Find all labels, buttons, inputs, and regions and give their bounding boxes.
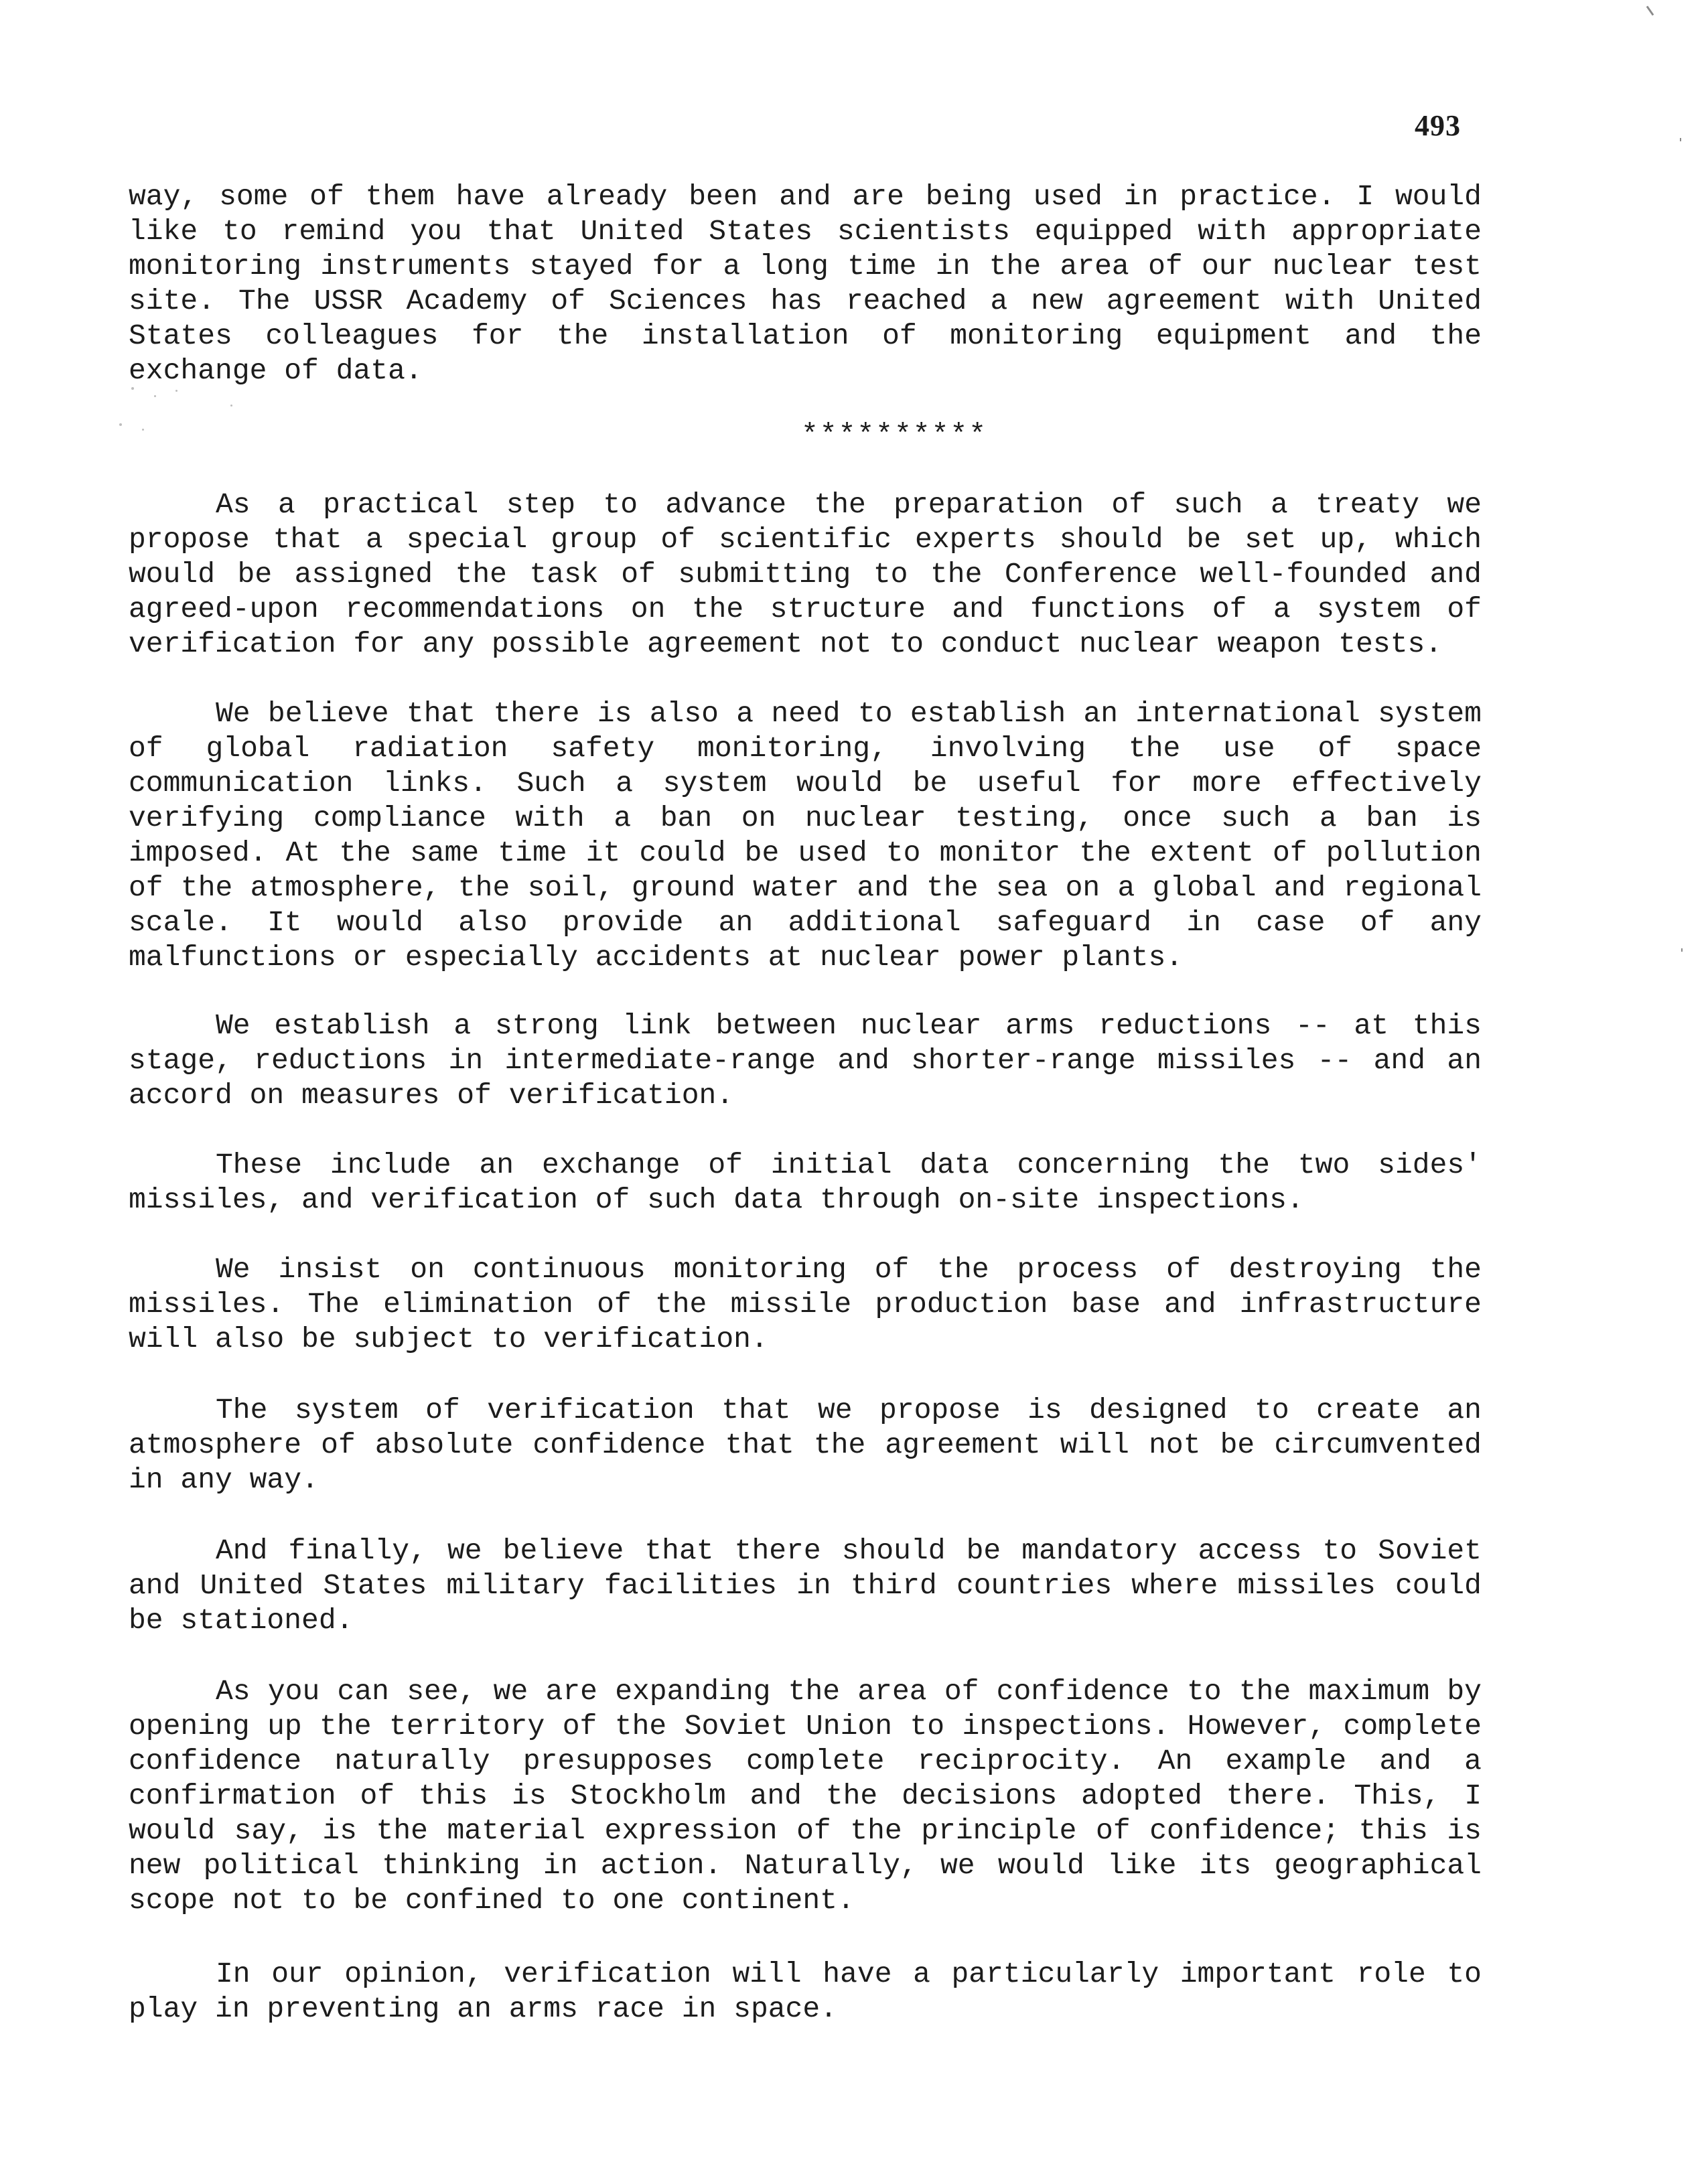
paragraph-mandatory-access: And finally, we believe that there should be mandatory access to Soviet and United States military facilities in third countries where missiles could be stationed. (129, 1534, 1482, 1637)
paragraph-arms-reductions: We establish a strong link between nuclear arms reductions -- at this stage, reductions in intermediate-range and shorter-range missiles -- and an accord on measures of verification. (129, 1009, 1482, 1112)
scan-edge-mark (1680, 138, 1681, 141)
paragraph-system-of-verification: The system of verification that we propose is designed to create an atmosphere of absolute confidence that the agreement will not be circumvented in any way. (129, 1394, 1482, 1496)
paragraph-radiation-monitoring: We believe that there is also a need to establish an international system of global radiation safety monitoring, involving the use of space communication links. Such a system would be useful for more effectively verifying compliance with a ban on nuclear testing, once such a ban is imposed. At the same time it could be used to monitor the extent of pollution of the atmosphere, the soil, ground water and the sea on a global and regional scale. It would also provide an additional safeguard in case of any malfunctions or especially accidents at nuclear power plants. (129, 697, 1482, 974)
continued-paragraph: way, some of them have already been and are being used in practice. I would like to remind you that United States scientists equipped with appropriate monitoring instruments stayed for a long time in the area of our nuclear test site. The USSR Academy of Sciences has reached a new agreement with United States colleagues for the installation of monitoring equipment and the exchange of data. (129, 180, 1482, 387)
scan-edge-mark (1681, 948, 1683, 952)
scan-speck (154, 395, 156, 397)
paragraph-initial-data: These include an exchange of initial data concerning the two sides' missiles, and verification of such data through on-site inspections. (129, 1149, 1482, 1216)
scan-speck (175, 390, 177, 392)
page-number: 493 (1415, 109, 1461, 142)
scan-edge-mark (1646, 6, 1654, 16)
paragraph-continuous-monitoring: We insist on continuous monitoring of the process of destroying the missiles. The elimination of the missile production base and infrastructure will also be subject to verification. (129, 1253, 1482, 1356)
paragraph-area-of-confidence: As you can see, we are expanding the area of confidence to the maximum by opening up the territory of the Soviet Union to inspections. However, complete confidence naturally presupposes complete reciprocity. An example and a confirmation of this is Stockholm and the decisions adopted there. This, I would say, is the material expression of the principle of confidence; this is new political thinking in action. Naturally, we would like its geographical scope not to be confined to one continent. (129, 1675, 1482, 1917)
paragraph-expert-group: As a practical step to advance the preparation of such a treaty we propose that a special group of scientific experts should be set up, which would be assigned the task of submitting to the Conference well-founded and agreed-upon recommendations on the structure and functions of a system of verification for any possible agreement not to conduct nuclear weapon tests. (129, 488, 1482, 660)
section-separator: ********** (800, 419, 988, 451)
paragraph-arms-race-in-space: In our opinion, verification will have a particularly important role to play in preventing an arms race in space. (129, 1958, 1482, 2025)
scan-speck (230, 405, 232, 407)
scan-speck (131, 387, 134, 390)
